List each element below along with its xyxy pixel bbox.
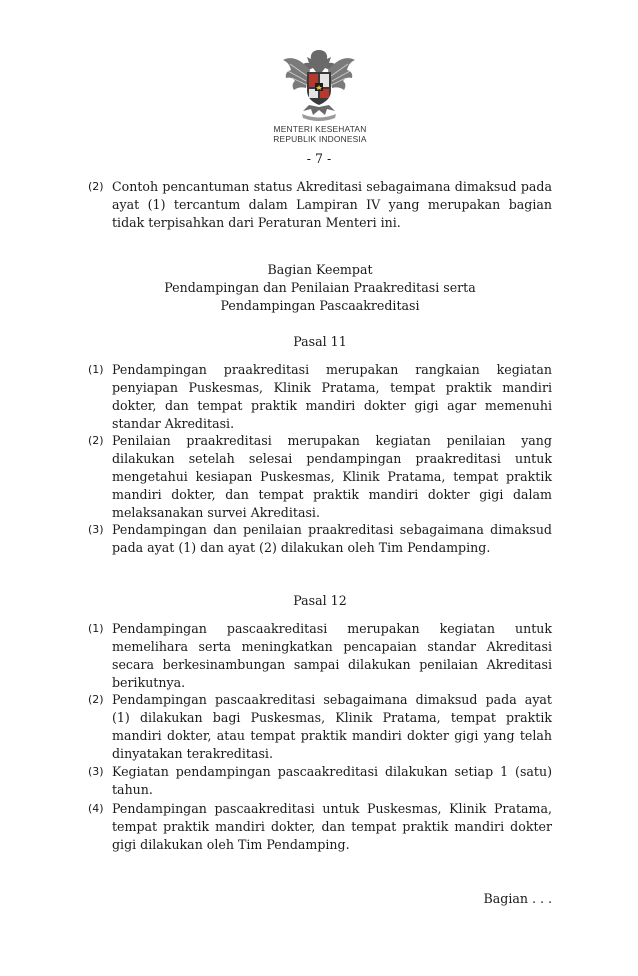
intro-item <box>88 178 552 232</box>
page-number: - 7 - <box>306 151 332 166</box>
item-number: (3) <box>88 765 104 778</box>
pasal-12-item <box>88 691 552 763</box>
item-number: (2) <box>88 434 104 447</box>
pasal-11-item <box>88 361 552 433</box>
pasal-12-item <box>88 620 552 692</box>
section-title: Bagian Keempat <box>267 262 373 277</box>
item-text: Kegiatan pendampingan pascaakreditasi dilakukan setiap 1 (satu) tahun. <box>112 764 552 797</box>
ministry-line-1: MENTERI KESEHATAN <box>273 124 367 134</box>
item-text: Contoh pencantuman status Akreditasi sebagaimana dimaksud pada ayat (1) tercantum dalam Lampiran IV yang merupakan bagian tidak terpisahkan dari Peraturan Menteri ini. <box>112 179 552 230</box>
item-number: (4) <box>88 802 104 815</box>
item-number: (1) <box>88 363 104 376</box>
item-text: Pendampingan praakreditasi merupakan rangkaian kegiatan penyiapan Puskesmas, Klinik Pratama, tempat praktik mandiri dokter, dan tempat praktik mandiri dokter gigi agar memenuhi standar Akreditasi. <box>112 362 552 431</box>
item-number: (3) <box>88 523 104 536</box>
ministry-title <box>268 125 372 144</box>
item-number: (2) <box>88 693 104 706</box>
ministry-line-2: REPUBLIK INDONESIA <box>273 133 367 144</box>
item-number: (1) <box>88 622 104 635</box>
pasal-12-item <box>88 800 552 854</box>
pasal-12-item <box>88 763 552 799</box>
pasal-11-title: Pasal 11 <box>293 334 347 349</box>
item-text: Pendampingan pascaakreditasi sebagaimana dimaksud pada ayat (1) dilakukan bagi Puskesmas, Klinik Pratama, tempat praktik mandiri dokter, atau tempat praktik mandiri dokter gigi yang telah dinyatakan terakreditasi. <box>112 692 552 761</box>
pasal-12-title: Pasal 12 <box>293 593 347 608</box>
item-number: (2) <box>88 180 104 193</box>
garuda-emblem-icon <box>280 44 358 122</box>
item-text: Pendampingan pascaakreditasi merupakan kegiatan untuk memelihara serta meningkatkan pencapaian standar Akreditasi secara berkesinambungan sampai dilakukan penilaian Akreditasi berikutnya. <box>112 621 552 690</box>
section-subtitle-line-2: Pendampingan Pascaakreditasi <box>220 298 420 313</box>
item-text: Penilaian praakreditasi merupakan kegiatan penilaian yang dilakukan setelah selesai pendampingan praakreditasi untuk mengetahui kesiapan Puskesmas, Klinik Pratama, tempat praktik mandiri dokter, dan tempat praktik mandiri dokter gigi dalam melaksanakan survei Akreditasi. <box>112 433 552 520</box>
pasal-11-item <box>88 432 552 522</box>
pasal-11-item <box>88 521 552 557</box>
section-subtitle-line-1: Pendampingan dan Penilaian Praakreditasi serta <box>164 280 476 295</box>
footer-continuation: Bagian . . . <box>483 891 552 906</box>
item-text: Pendampingan dan penilaian praakreditasi sebagaimana dimaksud pada ayat (1) dan ayat (2) dilakukan oleh Tim Pendamping. <box>112 522 552 555</box>
item-text: Pendampingan pascaakreditasi untuk Puskesmas, Klinik Pratama, tempat praktik mandiri dokter, dan tempat praktik mandiri dokter gigi dilakukan oleh Tim Pendamping. <box>112 801 552 852</box>
